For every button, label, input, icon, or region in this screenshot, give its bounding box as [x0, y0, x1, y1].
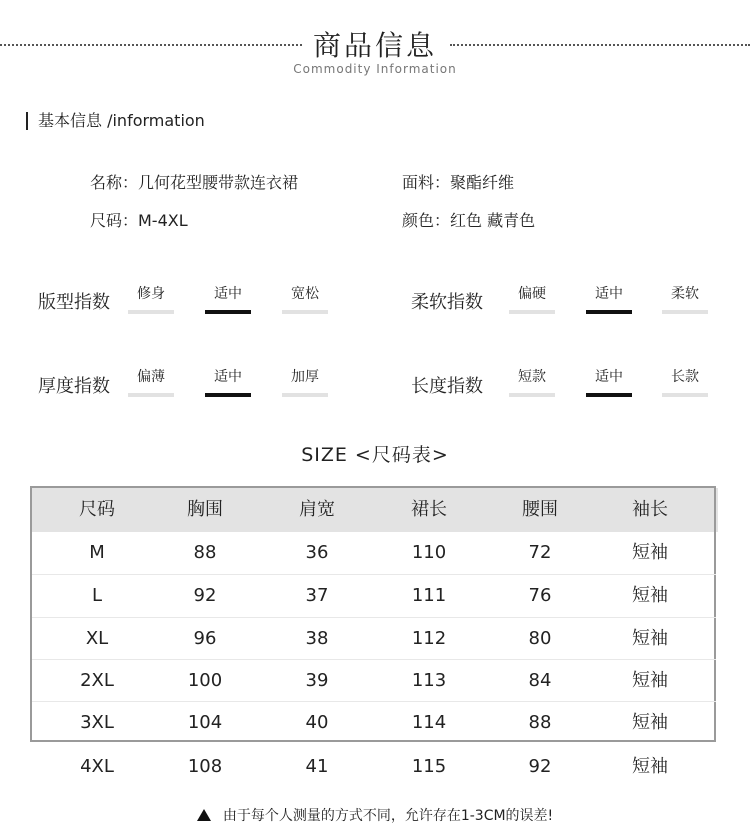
header-cell-sleeve: 袖长 — [632, 499, 668, 520]
thickness-index-label: 厚度指数 — [38, 376, 110, 397]
option-bar — [128, 310, 174, 314]
option-bar — [509, 393, 555, 397]
header-title: 商品信息 — [312, 29, 437, 62]
table-cell: 88 — [193, 542, 217, 563]
option-bar-selected — [586, 393, 632, 397]
option-label: 适中 — [595, 369, 623, 385]
option-bar-selected — [586, 310, 632, 314]
option-label: 适中 — [214, 369, 242, 385]
thickness-option-thin — [128, 367, 174, 397]
option-label: 偏薄 — [137, 369, 165, 385]
table-cell: 40 — [305, 712, 329, 733]
option-label: 偏硬 — [518, 286, 546, 302]
table-cell: 36 — [305, 542, 329, 563]
length-option-long — [662, 367, 708, 397]
table-cell: 短袖 — [632, 712, 668, 733]
option-label: 长款 — [671, 369, 699, 385]
info-size: 尺码：M-4XL — [90, 211, 188, 230]
table-cell: 80 — [528, 628, 552, 649]
option-bar — [128, 393, 174, 397]
table-cell: 41 — [305, 756, 329, 777]
header-cell-shoulder: 肩宽 — [299, 499, 335, 520]
length-option-medium — [586, 367, 632, 397]
header-subtitle: Commodity Information — [293, 62, 457, 76]
table-cell: 2XL — [80, 670, 114, 691]
table-row — [32, 660, 716, 702]
option-bar — [662, 310, 708, 314]
table-cell: 38 — [305, 628, 329, 649]
thickness-option-medium — [205, 367, 251, 397]
warning-triangle-icon — [197, 809, 211, 821]
option-label: 柔软 — [671, 286, 699, 302]
table-cell: 100 — [187, 670, 223, 691]
softness-option-medium — [586, 284, 632, 314]
table-cell: 104 — [187, 712, 223, 733]
table-cell: 115 — [411, 756, 447, 777]
option-label: 适中 — [595, 286, 623, 302]
option-bar — [509, 310, 555, 314]
info-fabric: 面料：聚酯纤维 — [402, 173, 515, 192]
table-row — [32, 746, 716, 788]
table-cell: XL — [85, 628, 109, 649]
info-name: 名称：几何花型腰带款连衣裙 — [90, 173, 299, 192]
table-cell: 39 — [305, 670, 329, 691]
product-info-header — [0, 22, 750, 82]
table-cell: 108 — [187, 756, 223, 777]
notice-text: 由于每个人测量的方式不同，允许存在1-3CM的误差! — [222, 808, 554, 824]
option-label: 加厚 — [291, 369, 319, 385]
table-cell: 短袖 — [632, 756, 668, 777]
length-option-short — [509, 367, 555, 397]
table-cell: M — [89, 542, 105, 563]
table-cell: 84 — [528, 670, 552, 691]
table-cell: 4XL — [80, 756, 114, 777]
table-cell: L — [91, 585, 103, 606]
option-bar-selected — [205, 310, 251, 314]
option-label: 短款 — [518, 369, 546, 385]
table-row — [32, 618, 716, 660]
measurement-notice — [0, 805, 750, 825]
header-cell-waist: 腰围 — [522, 499, 558, 520]
table-cell: 114 — [411, 712, 447, 733]
header-cell-bust: 胸围 — [187, 499, 223, 520]
thickness-option-thick — [282, 367, 328, 397]
softness-option-soft — [662, 284, 708, 314]
option-label: 适中 — [214, 286, 242, 302]
table-row — [32, 532, 716, 574]
table-cell: 92 — [528, 756, 552, 777]
table-cell: 短袖 — [632, 628, 668, 649]
option-bar-selected — [205, 393, 251, 397]
table-cell: 短袖 — [632, 585, 668, 606]
header-cell-dress-length: 裙长 — [411, 499, 447, 520]
option-bar — [282, 393, 328, 397]
fit-option-loose — [282, 284, 328, 314]
table-cell: 111 — [411, 585, 447, 606]
option-label: 宽松 — [291, 286, 319, 302]
table-cell: 92 — [193, 585, 217, 606]
table-cell: 96 — [193, 628, 217, 649]
softness-option-hard — [509, 284, 555, 314]
option-bar — [662, 393, 708, 397]
table-cell: 72 — [528, 542, 552, 563]
table-cell: 112 — [411, 628, 447, 649]
table-cell: 113 — [411, 670, 447, 691]
size-table-header-row — [32, 488, 716, 530]
fit-index-label: 版型指数 — [38, 292, 110, 313]
size-chart-title: SIZE <尺码表> — [301, 444, 449, 466]
table-cell: 3XL — [80, 712, 114, 733]
softness-index-label: 柔软指数 — [411, 292, 483, 313]
table-row — [32, 575, 716, 617]
table-cell: 37 — [305, 585, 329, 606]
header-cell-size: 尺码 — [79, 499, 115, 520]
table-cell: 短袖 — [632, 670, 668, 691]
option-label: 修身 — [137, 286, 165, 302]
fit-option-regular — [205, 284, 251, 314]
length-index-label: 长度指数 — [411, 376, 483, 397]
table-cell: 短袖 — [632, 542, 668, 563]
table-row — [32, 702, 716, 744]
table-cell: 76 — [528, 585, 552, 606]
section-title: 基本信息 /information — [26, 112, 205, 130]
fit-option-slim — [128, 284, 174, 314]
table-cell: 110 — [411, 542, 447, 563]
option-bar — [282, 310, 328, 314]
info-color: 颜色：红色 藏青色 — [402, 211, 536, 230]
table-cell: 88 — [528, 712, 552, 733]
